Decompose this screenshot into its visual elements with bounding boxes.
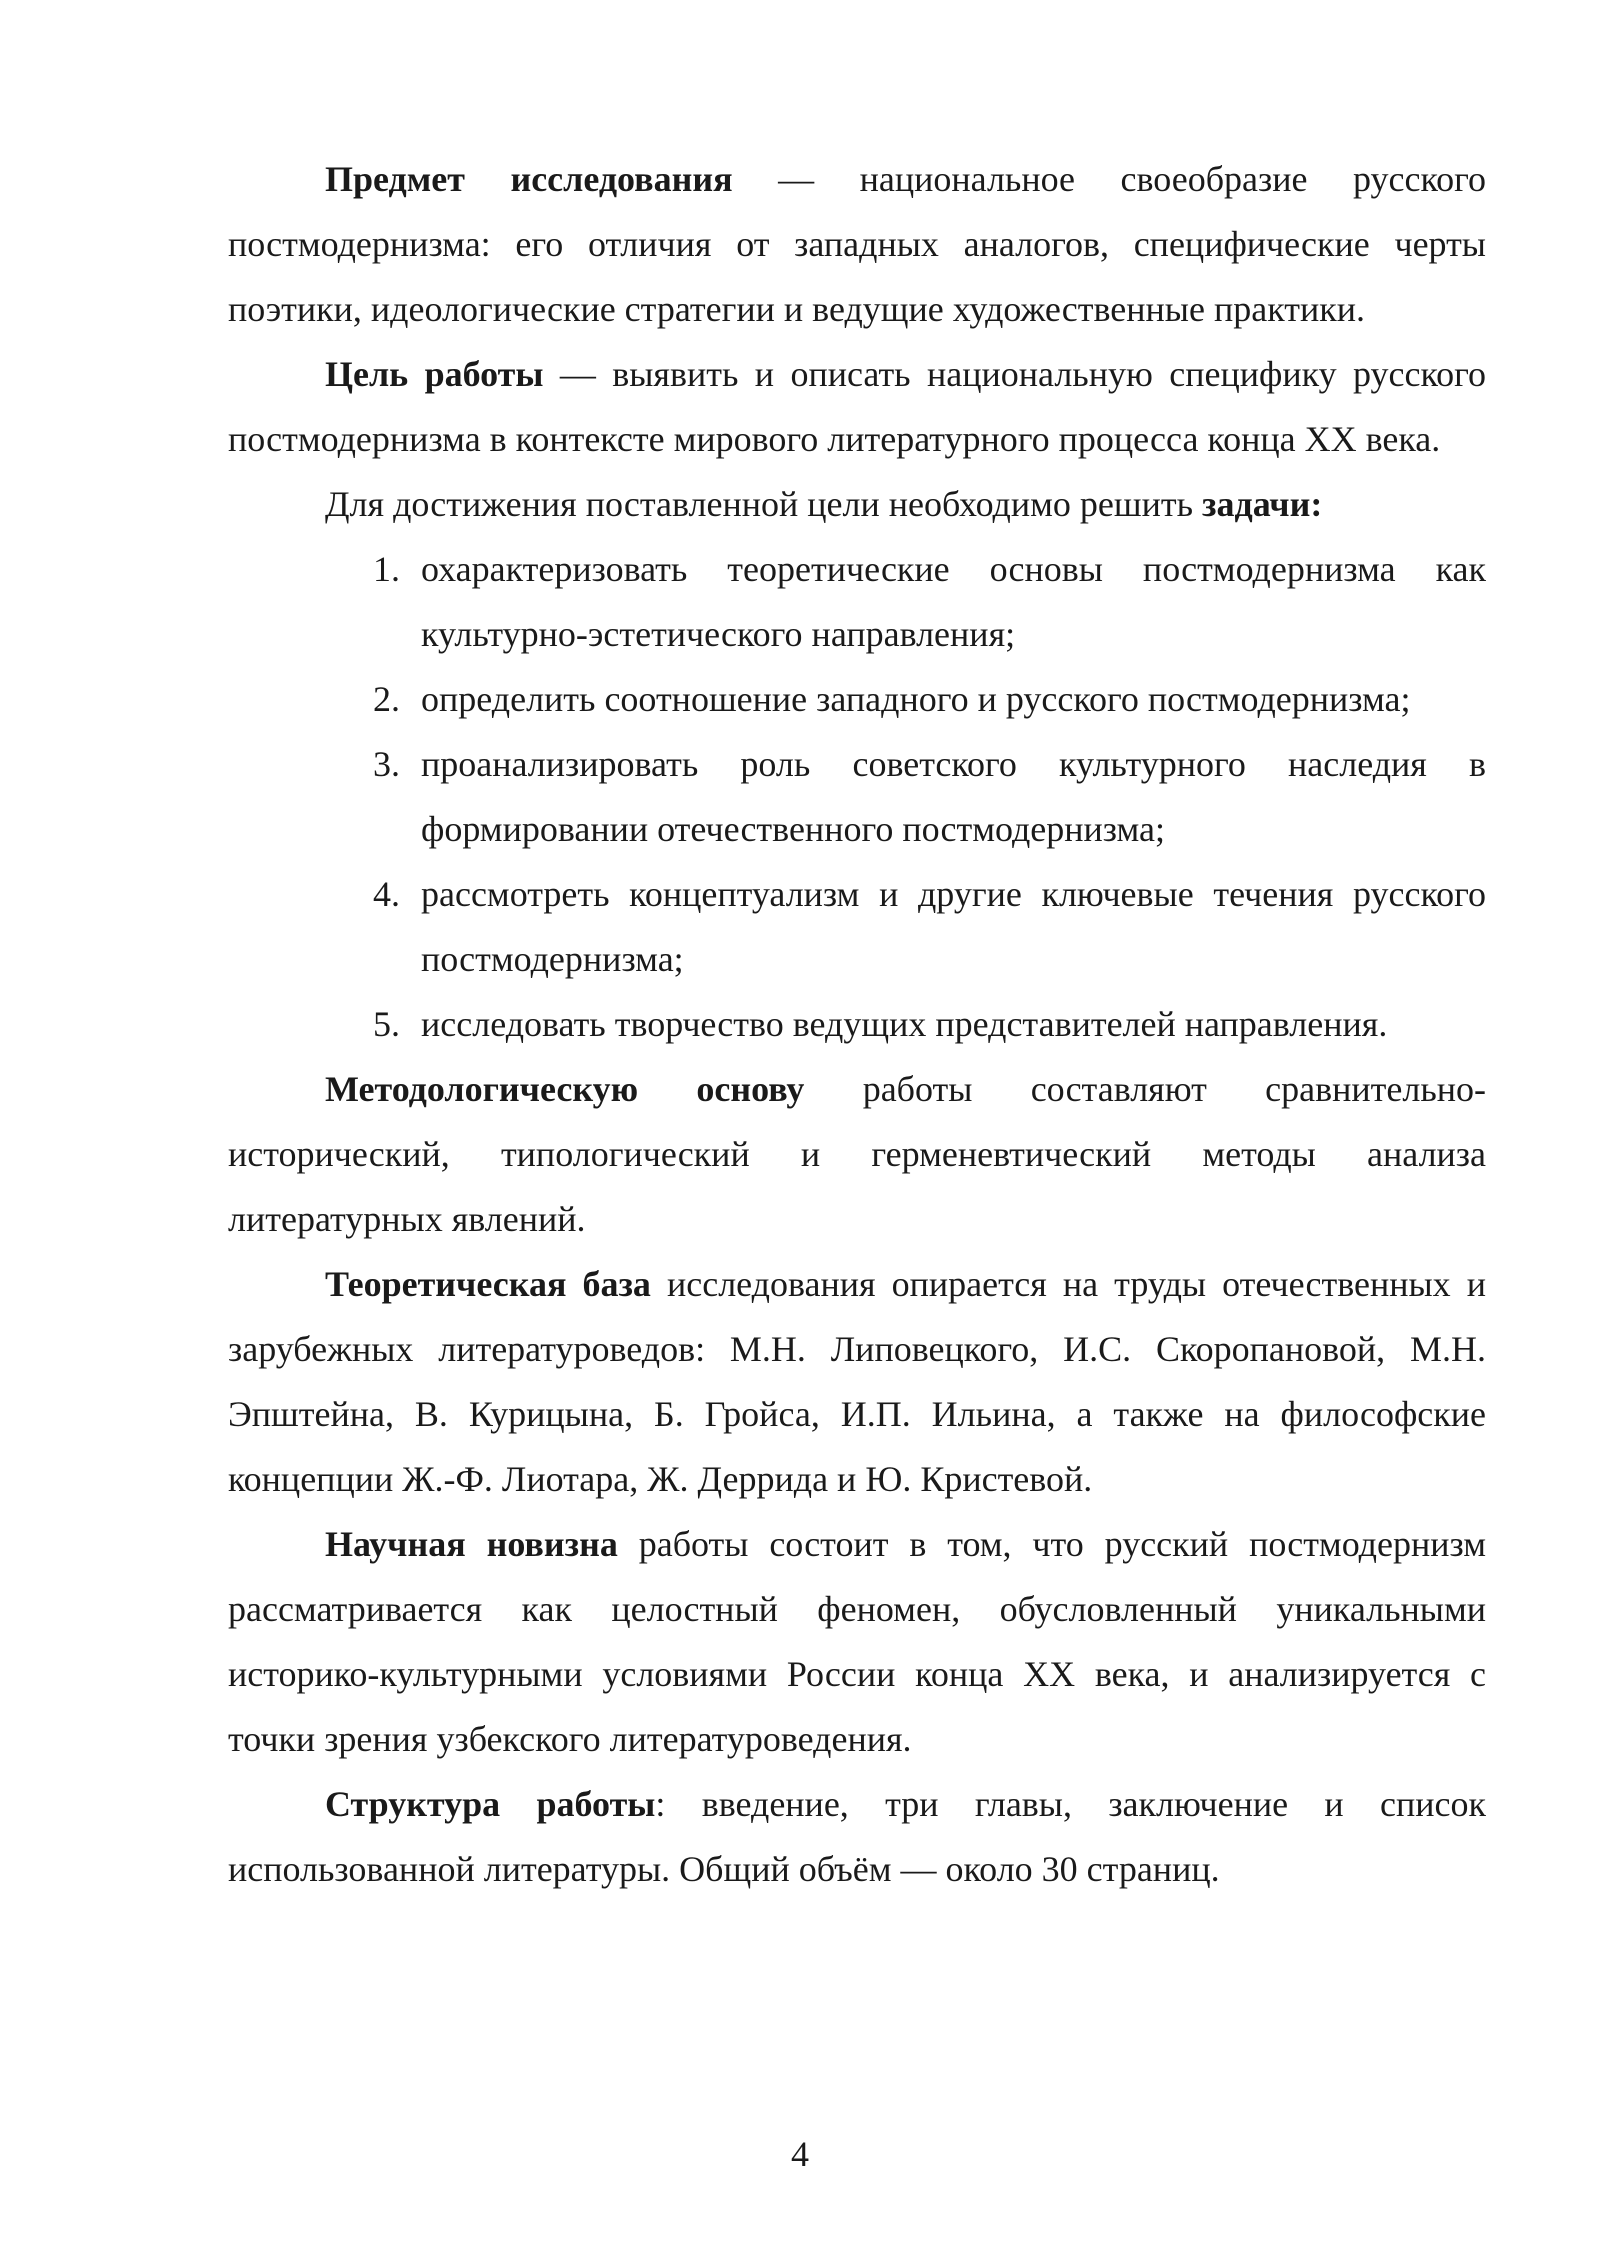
text-subject: — национальное своеобразие русского постмодернизма: его отличия от западных аналогов, специфические черты поэтики, идеологические стратегии и ведущие художественные практики. <box>228 159 1487 329</box>
list-item-number: 4. <box>373 874 400 914</box>
text-tasks-intro: Для достижения поставленной цели необходимо решить <box>325 484 1203 524</box>
term-subject: Предмет исследования <box>325 159 733 199</box>
paragraph-subject <box>228 147 1486 342</box>
paragraph-novelty <box>228 1512 1486 1772</box>
text-methodology: работы составляют сравнительно-исторический, типологический и герменевтический методы анализа литературных явлений. <box>228 1069 1486 1239</box>
term-structure: Структура работы <box>325 1784 656 1824</box>
term-methodology: Методологическую основу <box>325 1069 805 1109</box>
list-item-number: 2. <box>373 679 400 719</box>
paragraph-theory <box>228 1252 1486 1512</box>
text-theory: исследования опирается на труды отечественных и зарубежных литературоведов: М.Н. Липовецкого, И.С. Скоропановой, М.Н. Эпштейна, В. Курицына, Б. Гройса, И.П. Ильина, а также на философские концепции Ж.-Ф. Лиотара, Ж. Деррида и Ю. Кристевой. <box>228 1264 1486 1499</box>
text-goal: — выявить и описать национальную специфику русского постмодернизма в контексте мирового литературного процесса конца XX века. <box>228 354 1486 459</box>
list-item-number: 3. <box>373 744 400 784</box>
list-item-number: 5. <box>373 1004 400 1044</box>
list-item-text: определить соотношение западного и русского постмодернизма; <box>421 679 1411 719</box>
term-goal: Цель работы <box>325 354 544 394</box>
paragraph-goal <box>228 342 1486 472</box>
page-number: 4 <box>791 2134 809 2174</box>
page-body <box>228 147 1486 1902</box>
term-theory: Теоретическая база <box>325 1264 651 1304</box>
list-item <box>228 862 1486 992</box>
paragraph-tasks-intro <box>228 472 1486 537</box>
term-tasks: задачи: <box>1202 484 1323 524</box>
paragraph-methodology <box>228 1057 1486 1252</box>
list-item <box>228 992 1486 1057</box>
list-item-text: охарактеризовать теоретические основы постмодернизма как культурно-эстетического направления; <box>421 549 1486 654</box>
text-novelty: работы состоит в том, что русский постмодернизм рассматривается как целостный феномен, обусловленный уникальными историко-культурными условиями России конца XX века, и анализируется с точки зрения узбекского литературоведения. <box>228 1524 1486 1759</box>
list-item-text: исследовать творчество ведущих представителей направления. <box>421 1004 1388 1044</box>
list-item-text: рассмотреть концептуализм и другие ключевые течения русского постмодернизма; <box>421 874 1486 979</box>
list-item <box>228 667 1486 732</box>
task-list <box>228 537 1486 1057</box>
paragraph-structure <box>228 1772 1486 1902</box>
list-item <box>228 732 1486 862</box>
list-item <box>228 537 1486 667</box>
list-item-text: проанализировать роль советского культурного наследия в формировании отечественного постмодернизма; <box>421 744 1486 849</box>
term-novelty: Научная новизна <box>325 1524 618 1564</box>
list-item-number: 1. <box>373 549 400 589</box>
text-structure: : введение, три главы, заключение и список использованной литературы. Общий объём — около 30 страниц. <box>228 1784 1486 1889</box>
